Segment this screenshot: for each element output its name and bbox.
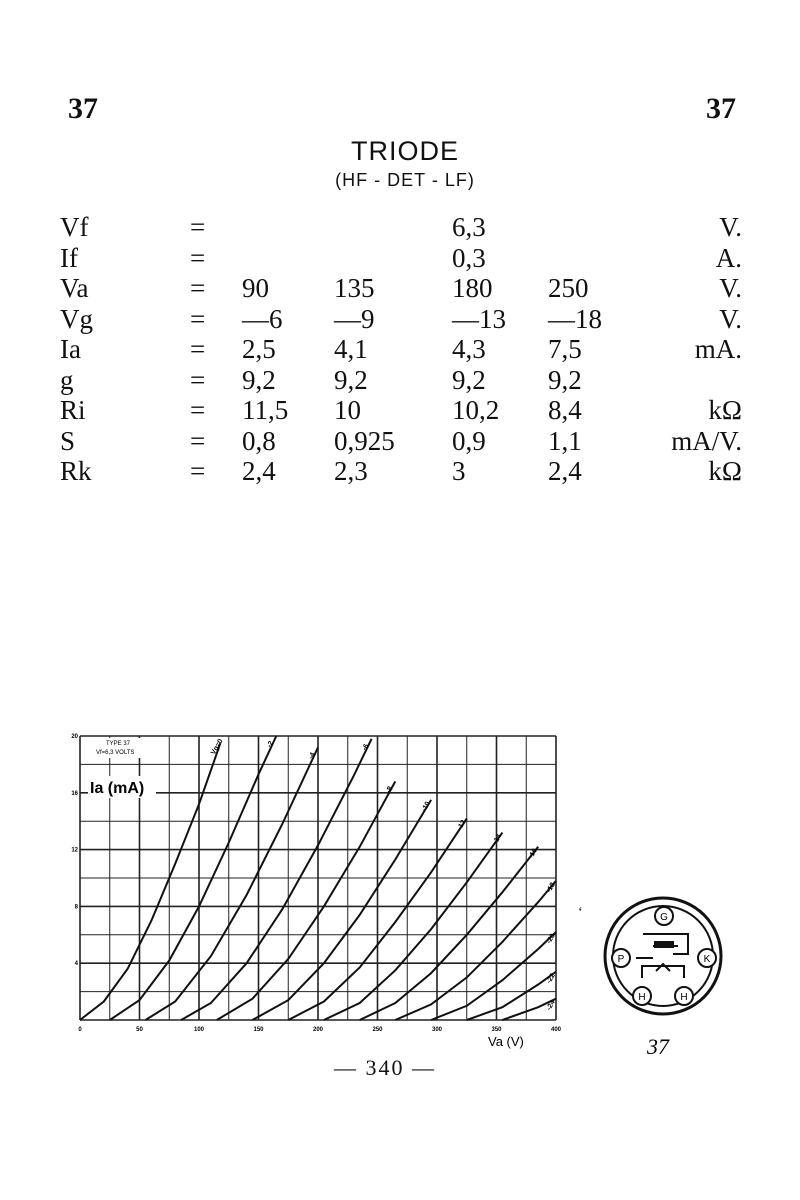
spec-value: —13 [452,303,506,334]
tube-number-right: 37 [706,92,736,125]
x-tick-label: 100 [193,1027,205,1033]
spec-equals: = [190,334,206,365]
page-number: — 340 — [334,1055,436,1080]
spec-unit: V. [719,303,742,334]
chart-legend-line-1: TYPE 37 [106,741,131,747]
y-tick-label: 8 [74,904,78,911]
series-label: -24 [545,999,557,1012]
tube-usage-subtitle: (HF - DET - LF) [335,170,475,190]
x-tick-label: 50 [136,1027,143,1033]
spec-equals: = [190,273,206,304]
spec-value: 0,9 [452,425,486,456]
spec-value: 9,2 [334,364,368,395]
spec-equals: = [190,364,206,395]
anode-characteristic-chart [68,724,568,1060]
series-label: -2 [266,740,276,749]
series-label: -14 [492,833,504,846]
spec-value: 2,4 [242,456,276,487]
spec-row-g [60,365,742,396]
pin-h2 [675,987,693,1005]
spec-row-s [60,426,742,457]
spec-unit: mA/V. [671,425,742,456]
pin-label: H [680,992,688,1003]
spec-value: 0,8 [242,425,276,456]
spec-value [548,212,606,243]
spec-value [334,243,452,274]
x-tick-label: 250 [372,1027,383,1033]
spec-value: 9,2 [548,364,582,395]
tube-number-left: 37 [68,92,98,125]
series-label: -10 [420,800,432,813]
spec-value: 4,3 [452,334,486,365]
series-label: -18 [545,881,557,894]
series-label: -16 [527,847,539,860]
x-tick-label: 400 [550,1027,562,1033]
spec-symbol: Rk [60,456,92,487]
spec-row-ia [60,334,742,365]
spec-value: 11,5 [242,395,289,426]
spec-equals: = [190,212,206,243]
spec-value: 2,5 [242,334,276,365]
series-line [181,739,372,1020]
stray-print-mark: ‘ [578,905,583,920]
spec-value: 8,4 [548,395,582,426]
spec-value: 90 [242,273,269,304]
spec-symbol: Va [60,273,89,304]
plate-element [654,941,674,948]
pin-label: G [660,912,668,923]
spec-value: 180 [452,273,493,304]
y-tick-label: 12 [71,847,78,854]
spec-unit [606,365,742,396]
chart-curve-labels [210,738,557,1012]
spec-row-vf [60,212,742,243]
spec-value [548,243,606,274]
spec-equals: = [190,425,206,456]
spec-value: 10,2 [452,395,500,426]
spec-value: 250 [548,273,589,304]
y-tick-label: 20 [71,734,78,740]
chart-x-axis-label: Va (V) [488,1034,524,1049]
spec-unit: V. [719,273,742,304]
pin-p [612,949,630,967]
spec-row-ri [60,395,742,426]
spec-value: 4,1 [334,334,368,365]
y-tick-label: 4 [74,961,78,968]
socket-label: 37 [647,1034,669,1059]
spec-equals: = [190,456,206,487]
pin-k [698,949,716,967]
x-tick-label: 200 [312,1027,324,1033]
pin-h1 [633,987,651,1005]
x-tick-label: 350 [491,1027,502,1033]
series-label: -6 [361,742,371,752]
spec-unit: kΩ [708,456,742,487]
pin-label: K [703,954,711,965]
spec-value: 7,5 [548,334,582,365]
spec-equals: = [190,242,206,273]
x-tick-label: 300 [431,1027,443,1033]
spec-value: 0,925 [334,425,395,456]
spec-value: —18 [548,303,602,334]
spec-symbol: Ia [60,334,81,365]
pin-g [655,907,673,925]
series-label: Vg=0 [210,737,225,757]
spec-value: 2,4 [548,456,582,487]
x-tick-label: 150 [253,1027,264,1033]
pin-label: P [617,954,625,965]
series-label: -12 [456,819,468,832]
spec-row-va [60,273,742,304]
spec-value: 0,3 [452,242,486,273]
x-tick-label: 0 [78,1027,82,1033]
spec-value: 1,1 [548,425,582,456]
spec-unit: kΩ [708,395,742,426]
spec-value: 6,3 [452,212,486,243]
series-label: -8 [385,785,395,795]
spec-value: —6 [242,303,283,334]
spec-value [334,212,452,243]
spec-unit: A. [715,242,742,273]
spec-row-vg [60,304,742,335]
y-tick-label: 16 [71,790,78,797]
spec-table [60,212,742,487]
spec-row-if [60,243,742,274]
spec-symbol: g [60,364,74,395]
spec-value [242,212,334,243]
spec-equals: = [190,395,206,426]
series-label: -22 [545,972,557,985]
spec-symbol: If [60,242,78,273]
pin-label: H [638,992,646,1003]
spec-symbol: S [60,425,76,456]
spec-value: 135 [334,273,375,304]
series-label: -20 [545,932,557,945]
spec-unit: V. [719,212,742,243]
spec-symbol: Ri [60,395,86,426]
spec-value: 9,2 [242,364,276,395]
spec-row-rk [60,456,742,487]
spec-value: —9 [334,303,375,334]
chart-legend-line-2: Vf=6,3 VOLTS [96,750,135,756]
tube-socket-diagram [598,896,738,1066]
spec-unit: mA. [694,334,742,365]
spec-value: 9,2 [452,364,486,395]
spec-value [242,243,334,274]
spec-symbol: Vg [60,303,93,334]
spec-value: 2,3 [334,456,368,487]
heater-wire [642,966,684,978]
spec-symbol: Vf [60,212,89,243]
series-label: -4 [307,751,317,761]
chart-y-axis-label: Ia (mA) [90,780,145,797]
tube-type-title: TRIODE [350,136,459,166]
spec-value: 3 [452,456,466,487]
spec-equals: = [190,303,206,334]
spec-value: 10 [334,395,361,426]
